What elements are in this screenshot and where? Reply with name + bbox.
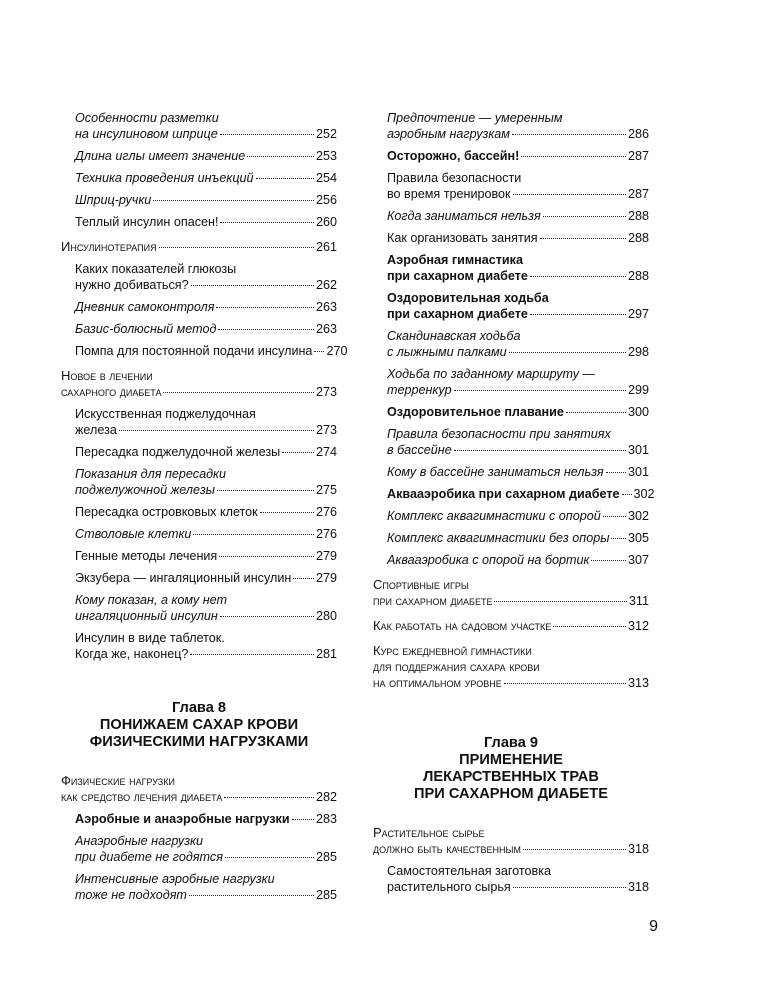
toc-entry-page: 297 [627, 307, 649, 321]
dot-leader [454, 390, 626, 391]
toc-entry-label: Инсулин в виде таблеток. [75, 631, 225, 645]
dot-leader [216, 307, 314, 308]
toc-entry-page: 273 [315, 385, 337, 399]
toc-entry-label: Комплекс аквагимнастики без опоры [387, 531, 610, 545]
toc-entry-label: Правила безопасности [387, 171, 522, 185]
right-top-toc [373, 110, 655, 691]
toc-entry-label: Курс ежедневной гимнастики [373, 643, 532, 658]
chapter-title-line: ПРИМЕНЕНИЕ [459, 752, 563, 768]
toc-entry-label: Ходьба по заданному маршруту — [387, 367, 596, 381]
toc-entry [75, 343, 348, 359]
dot-leader [225, 857, 314, 858]
dot-leader [509, 352, 626, 353]
toc-entry-label: в бассейне [387, 443, 452, 457]
dot-leader [193, 534, 314, 535]
toc-entry-label: Каких показателей глюкозы [75, 262, 237, 276]
left-bottom-toc [61, 773, 337, 903]
toc-entry [75, 466, 337, 498]
toc-entry-label: Предпочтение — умеренным [387, 111, 563, 125]
chapter-title-line: ПРИ САХАРНОМ ДИАБЕТЕ [414, 786, 608, 802]
toc-entry [75, 811, 337, 827]
toc-entry-label: для поддержания сахара крови [373, 659, 540, 674]
toc-entry-page: 260 [315, 215, 337, 229]
dot-leader [217, 490, 314, 491]
toc-entry-label: Спортивные игры [373, 577, 469, 592]
dot-leader [190, 654, 314, 655]
toc-entry-label: Инсулинотерапия [61, 239, 157, 254]
toc-entry-page: 286 [627, 127, 649, 141]
toc-entry-label: Самостоятельная заготовка [387, 864, 551, 878]
toc-entry-label: во время тренировок [387, 187, 511, 201]
toc-entry-label: Аэробные и анаэробные нагрузки [75, 812, 290, 826]
toc-entry-label: Кому показан, а кому нет [75, 593, 227, 607]
dot-leader [454, 450, 626, 451]
dot-leader [540, 238, 626, 239]
toc-entry-label: Длина иглы имеет значение [75, 149, 246, 163]
right-column [373, 104, 655, 895]
chapter-number: Глава 9 [484, 735, 538, 751]
toc-entry-page: 287 [627, 149, 649, 163]
toc-entry [387, 208, 649, 224]
chapter-9-heading [373, 735, 649, 803]
dot-leader [566, 412, 626, 413]
toc-entry-page: 279 [315, 549, 337, 563]
toc-entry-label: Осторожно, бассейн! [387, 149, 520, 163]
dot-leader [218, 329, 314, 330]
toc-entry-label: Правила безопасности при занятиях [387, 427, 611, 441]
dot-leader [247, 156, 314, 157]
toc-entry-page: 288 [627, 231, 649, 245]
toc-entry-label: Пересадка поджелудочной железы [75, 445, 281, 459]
toc-entry-label: Аквааэробика при сахарном диабете [387, 487, 620, 501]
toc-entry-label: сахарного диабета [61, 384, 162, 399]
toc-entry-page: 311 [628, 594, 649, 608]
dot-leader [494, 601, 626, 602]
toc-entry-label: растительного сырья [387, 880, 511, 894]
toc-entry [75, 504, 337, 520]
dot-leader [603, 516, 626, 517]
toc-entry-label: железа [75, 423, 117, 437]
toc-entry-label: терренкур [387, 383, 452, 397]
dot-leader [553, 626, 626, 627]
toc-entry-label: Как организовать занятия [387, 231, 538, 245]
toc-entry-page: 263 [315, 322, 337, 336]
toc-entry-page: 285 [315, 888, 337, 902]
toc-entry-page: 313 [627, 676, 649, 690]
toc-entry-page: 254 [315, 171, 337, 185]
toc-entry-label: Интенсивные аэробные нагрузки [75, 872, 275, 886]
toc-entry-page: 298 [627, 345, 649, 359]
toc-entry-page: 256 [315, 193, 337, 207]
toc-entry-page: 307 [627, 553, 649, 567]
toc-entry [75, 321, 337, 337]
toc-entry [387, 290, 649, 322]
toc-entry-page: 305 [627, 531, 649, 545]
toc-entry-page: 275 [315, 483, 337, 497]
toc-entry-page: 287 [627, 187, 649, 201]
toc-entry-page: 279 [315, 571, 337, 585]
toc-entry-page: 301 [627, 465, 649, 479]
toc-entry [373, 577, 649, 609]
dot-leader [504, 683, 626, 684]
toc-entry [75, 833, 337, 865]
toc-entry-page: 261 [315, 240, 337, 254]
toc-entry-label: Искусственная поджелудочная [75, 407, 256, 421]
toc-entry-page: 273 [315, 423, 337, 437]
toc-entry [75, 214, 337, 230]
toc-entry-label: Шприц-ручки [75, 193, 152, 207]
toc-entry [387, 426, 649, 458]
dot-leader [220, 222, 314, 223]
toc-entry-label: Анаэробные нагрузки [75, 834, 204, 848]
toc-entry-label: Особенности разметки [75, 111, 219, 125]
toc-entry-page: 276 [315, 505, 337, 519]
dot-leader [220, 134, 314, 135]
dot-leader [219, 556, 314, 557]
toc-entry-label: Теплый инсулин опасен! [75, 215, 219, 229]
toc-entry [373, 618, 649, 634]
toc-entry-label: Когда же, наконец? [75, 647, 189, 661]
toc-entry-page: 280 [315, 609, 337, 623]
dot-leader [159, 247, 314, 248]
toc-entry [373, 825, 649, 857]
chapter-title-line: ФИЗИЧЕСКИМИ НАГРУЗКАМИ [89, 734, 309, 750]
toc-entry-label: Как работать на садовом участке [373, 618, 552, 633]
toc-entry-page: 252 [315, 127, 337, 141]
toc-entry [75, 570, 337, 586]
dot-leader [282, 452, 314, 453]
toc-entry [61, 368, 337, 400]
toc-entry-page: 276 [315, 527, 337, 541]
toc-entry-label: Показания для пересадки [75, 467, 226, 481]
dot-leader [191, 285, 314, 286]
dot-leader [530, 314, 626, 315]
dot-leader [119, 430, 314, 431]
toc-entry [387, 863, 649, 895]
toc-entry [75, 261, 337, 293]
toc-entry-label: при сахарном диабете [373, 593, 493, 608]
toc-entry-page: 282 [315, 790, 337, 804]
dot-leader [220, 616, 314, 617]
toc-entry-label: Кому в бассейне заниматься нельзя [387, 465, 604, 479]
toc-entry-label: Растительное сырье [373, 825, 485, 840]
toc-entry-label: Когда заниматься нельзя [387, 209, 541, 223]
right-bottom-toc [373, 825, 649, 895]
toc-entry-label: с лыжными палками [387, 345, 507, 359]
toc-entry-label: Оздоровительная ходьба [387, 291, 549, 305]
toc-entry [387, 110, 649, 142]
dot-leader [512, 134, 626, 135]
dot-leader [543, 216, 626, 217]
left-top-toc [61, 110, 348, 662]
left-column [61, 104, 348, 903]
toc-entry-label: Техника проведения инъекций [75, 171, 254, 185]
toc-entry-page: 270 [326, 344, 348, 358]
toc-entry-label: при сахарном диабете [387, 269, 528, 283]
dot-leader [293, 578, 314, 579]
toc-entry [387, 464, 649, 480]
toc-entry [75, 444, 337, 460]
toc-entry [75, 592, 337, 624]
toc-entry-label: как средство лечения диабета [61, 789, 223, 804]
toc-entry-label: должно быть качественным [373, 841, 521, 856]
dot-leader [163, 392, 314, 393]
dot-leader [189, 895, 314, 896]
toc-entry [75, 110, 337, 142]
dot-leader [521, 156, 626, 157]
dot-leader [530, 276, 626, 277]
chapter-number: Глава 8 [172, 700, 226, 716]
toc-entry-label: поджелужочной железы [75, 483, 215, 497]
dot-leader [256, 178, 314, 179]
toc-entry-label: Аквааэробика с опорой на бортик [387, 553, 590, 567]
toc-entry [75, 170, 337, 186]
dot-leader [224, 797, 314, 798]
toc-entry-page: 285 [315, 850, 337, 864]
toc-entry [75, 299, 337, 315]
dot-leader [513, 887, 626, 888]
toc-entry-label: тоже не подходят [75, 888, 187, 902]
toc-entry [373, 643, 649, 691]
toc-entry-page: 283 [315, 812, 337, 826]
dot-leader [153, 200, 314, 201]
toc-entry [387, 328, 649, 360]
toc-entry-page: 312 [627, 619, 649, 633]
chapter-title-line: ПОНИЖАЕМ САХАР КРОВИ [99, 717, 299, 733]
dot-leader [611, 538, 626, 539]
toc-entry [387, 170, 649, 202]
toc-entry-label: при диабете не годятся [75, 850, 223, 864]
toc-entry [387, 552, 649, 568]
toc-entry-label: при сахарном диабете [387, 307, 528, 321]
toc-entry [75, 406, 337, 438]
toc-entry-page: 300 [627, 405, 649, 419]
toc-entry [61, 239, 337, 255]
chapter-8-heading [61, 700, 337, 751]
toc-entry-label: нужно добиваться? [75, 278, 189, 292]
toc-entry [387, 230, 649, 246]
toc-entry-label: аэробным нагрузкам [387, 127, 510, 141]
dot-leader [523, 849, 626, 850]
toc-entry-page: 263 [315, 300, 337, 314]
toc-entry-label: Генные методы лечения [75, 549, 218, 563]
toc-entry-label: Экзубера — ингаляционный инсулин [75, 571, 292, 585]
toc-entry [387, 252, 649, 284]
dot-leader [513, 194, 626, 195]
toc-entry-page: 288 [627, 269, 649, 283]
toc-entry-label: Оздоровительное плавание [387, 405, 564, 419]
dot-leader [622, 494, 632, 495]
toc-entry [75, 192, 337, 208]
toc-entry-page: 318 [627, 880, 649, 894]
toc-entry [387, 366, 649, 398]
toc-entry [387, 486, 655, 502]
toc-entry [75, 526, 337, 542]
toc-entry-page: 253 [315, 149, 337, 163]
toc-entry-label: Дневник самоконтроля [75, 300, 215, 314]
toc-entry [387, 148, 649, 164]
toc-entry-page: 288 [627, 209, 649, 223]
toc-entry-label: ингаляционный инсулин [75, 609, 218, 623]
dot-leader [591, 560, 626, 561]
toc-entry-label: Комплекс аквагимнастики с опорой [387, 509, 601, 523]
toc-entry [75, 548, 337, 564]
toc-entry [75, 148, 337, 164]
toc-entry-page: 281 [315, 647, 337, 661]
toc-entry-label: Помпа для постоянной подачи инсулина [75, 344, 313, 358]
toc-entry-page: 299 [627, 383, 649, 397]
toc-entry-page: 302 [627, 509, 649, 523]
dot-leader [292, 819, 314, 820]
chapter-title-line: ЛЕКАРСТВЕННЫХ ТРАВ [423, 769, 599, 785]
toc-entry-label: Пересадка островковых клеток [75, 505, 258, 519]
toc-entry-page: 302 [633, 487, 655, 501]
page-number: 9 [649, 918, 658, 935]
toc-entry-page: 274 [315, 445, 337, 459]
dot-leader [260, 512, 314, 513]
toc-entry-label: на инсулиновом шприце [75, 127, 218, 141]
toc-entry-label: Новое в лечении [61, 368, 153, 383]
toc-entry-page: 301 [627, 443, 649, 457]
toc-entry [387, 530, 649, 546]
toc-entry-page: 262 [315, 278, 337, 292]
toc-entry-page: 318 [627, 842, 649, 856]
toc-entry-label: на оптимальном уровне [373, 675, 502, 690]
toc-entry-label: Аэробная гимнастика [387, 253, 523, 267]
toc-entry-label: Физические нагрузки [61, 773, 175, 788]
toc-entry [75, 871, 337, 903]
toc-entry [387, 508, 649, 524]
toc-entry-label: Стволовые клетки [75, 527, 192, 541]
toc-entry [387, 404, 649, 420]
toc-entry-label: Базис-болюсный метод [75, 322, 217, 336]
toc-entry [75, 630, 337, 662]
dot-leader [314, 351, 324, 352]
toc-entry-label: Скандинавская ходьба [387, 329, 521, 343]
dot-leader [606, 472, 626, 473]
toc-entry [61, 773, 337, 805]
